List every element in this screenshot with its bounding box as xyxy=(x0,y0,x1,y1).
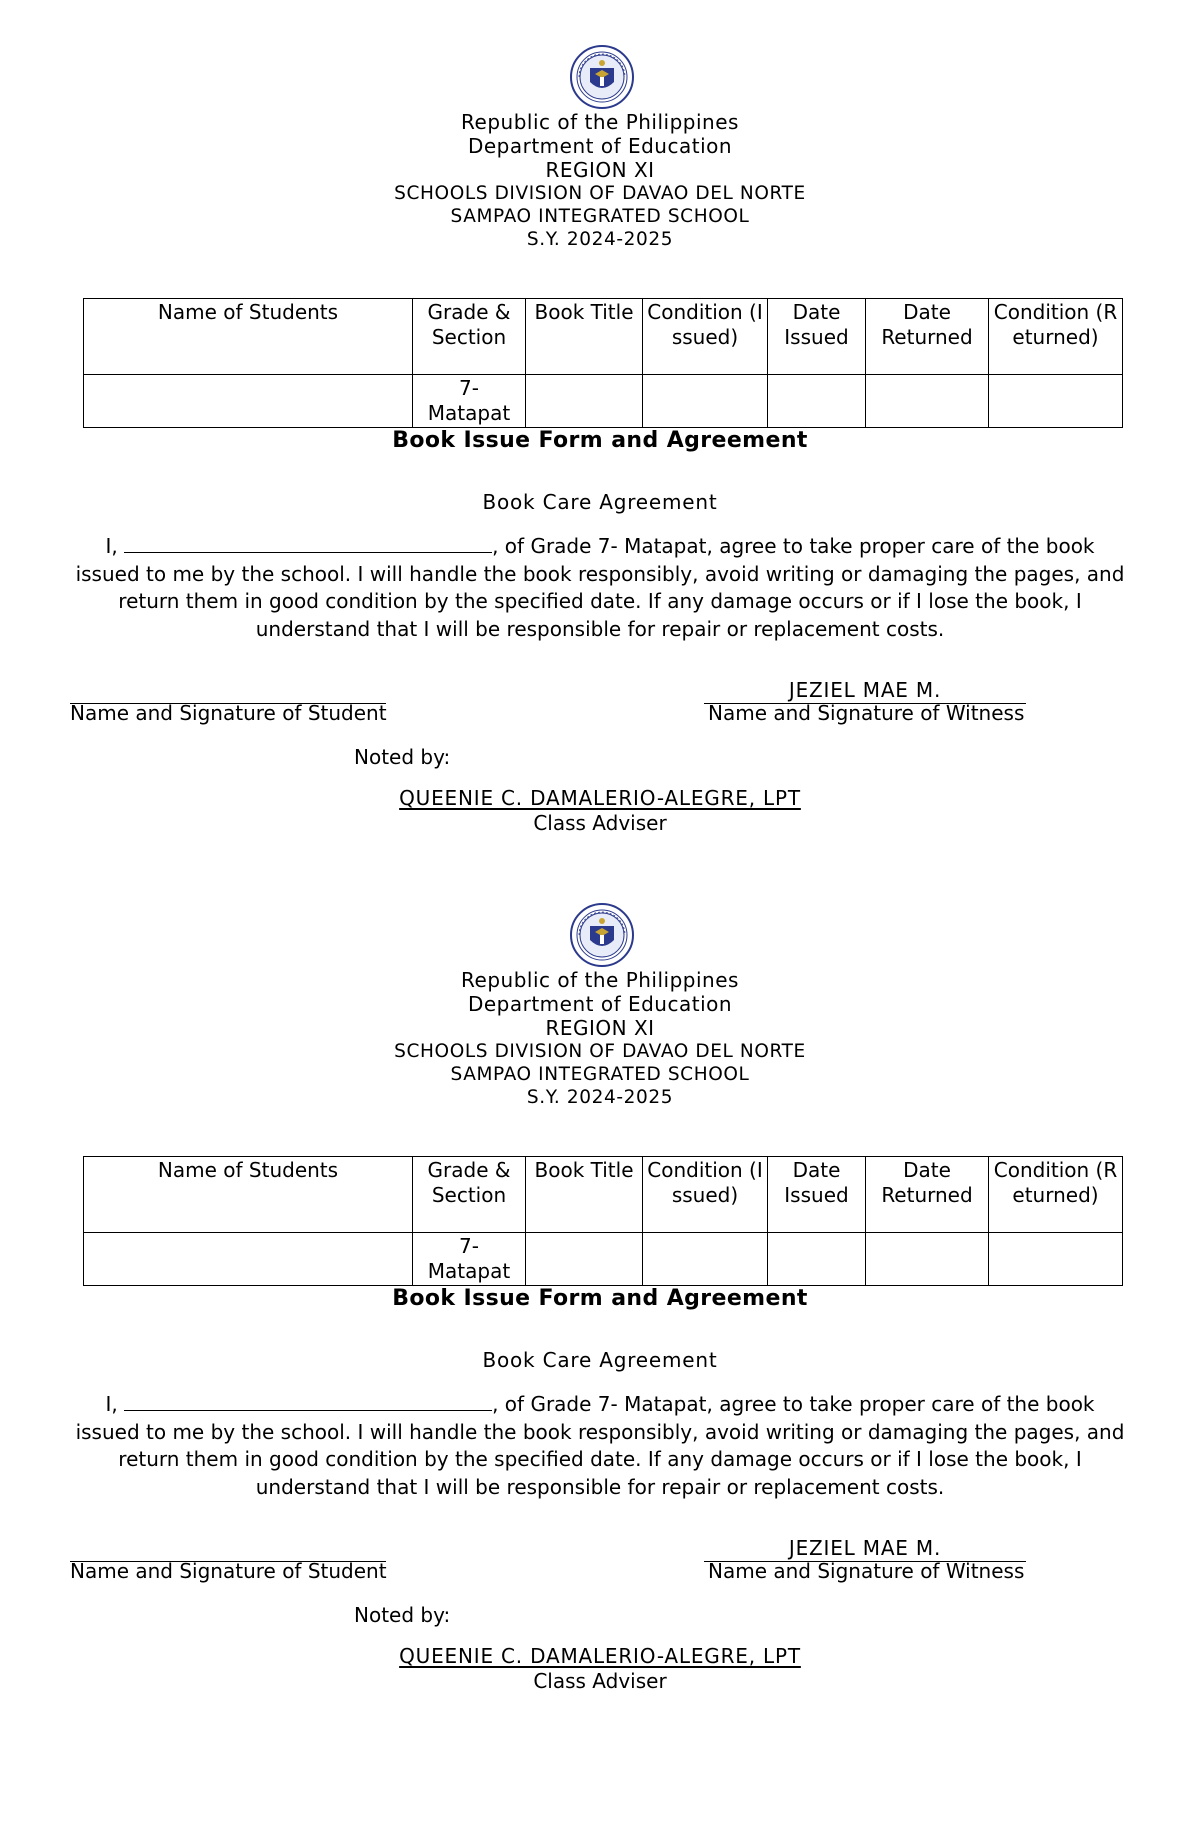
column-header: Book Title xyxy=(526,1157,643,1233)
book-issue-form-2 xyxy=(0,858,1200,1718)
student-signature-label: Name and Signature of Student xyxy=(70,1559,387,1583)
student-name-blank[interactable] xyxy=(124,532,492,553)
witness-signature-label: Name and Signature of Witness xyxy=(708,1559,1025,1583)
agreement-subtitle: Book Care Agreement xyxy=(482,1348,718,1372)
agreement-prefix: I, xyxy=(105,534,118,558)
student-signature-label: Name and Signature of Student xyxy=(70,701,387,725)
header-line: Republic of the Philippines xyxy=(461,968,739,992)
table-cell[interactable] xyxy=(84,1233,413,1286)
form-title: Book Issue Form and Agreement xyxy=(392,428,808,453)
table-cell[interactable]: 7- Matapat xyxy=(413,375,526,428)
table-cell[interactable] xyxy=(989,1233,1123,1286)
header xyxy=(0,968,1200,1109)
adviser-role: Class Adviser xyxy=(533,1669,667,1693)
header-line: Republic of the Philippines xyxy=(461,110,739,134)
column-header: Date Returned xyxy=(866,299,989,375)
column-header: Book Title xyxy=(526,299,643,375)
table-cell[interactable] xyxy=(84,375,413,428)
witness-signature-label: Name and Signature of Witness xyxy=(708,701,1025,725)
agreement-text xyxy=(74,532,1126,643)
agreement-prefix: I, xyxy=(105,1392,118,1416)
table-cell[interactable] xyxy=(768,1233,866,1286)
adviser-name xyxy=(0,786,1200,810)
header-line: SCHOOLS DIVISION OF DAVAO DEL NORTE xyxy=(394,1041,806,1062)
adviser-name-text: QUEENIE C. DAMALERIO-ALEGRE, LPT xyxy=(399,786,801,810)
header-line: Department of Education xyxy=(467,992,733,1016)
noted-by-label: Noted by: xyxy=(354,1603,451,1627)
column-header: Name of Students xyxy=(84,299,413,375)
table-cell[interactable] xyxy=(643,375,768,428)
table-cell[interactable] xyxy=(768,375,866,428)
adviser-name-text: QUEENIE C. DAMALERIO-ALEGRE, LPT xyxy=(399,1644,801,1668)
header-line: S.Y. 2024-2025 xyxy=(526,229,674,250)
book-table xyxy=(83,298,1123,428)
column-header: Condition (Returned) xyxy=(989,299,1123,375)
header-line: REGION XI xyxy=(545,1016,655,1040)
agreement-subtitle: Book Care Agreement xyxy=(482,490,718,514)
header xyxy=(0,110,1200,251)
header-line: S.Y. 2024-2025 xyxy=(526,1087,674,1108)
header-line: SCHOOLS DIVISION OF DAVAO DEL NORTE xyxy=(394,183,806,204)
header-line: REGION XI xyxy=(545,158,655,182)
column-header: Date Returned xyxy=(866,1157,989,1233)
column-header: Name of Students xyxy=(84,1157,413,1233)
agreement-body: , of Grade 7- Matapat, agree to take proper care of the book issued to me by the school. I will handle the book responsibly, avoid writing or damaging the pages, and return them in good condition by the specified date. If any damage occurs or if I lose the book, I understand that I will be responsible for repair or replacement costs. xyxy=(75,1392,1125,1499)
column-header: Date Issued xyxy=(768,299,866,375)
witness-name: JEZIEL MAE M. xyxy=(788,678,942,702)
column-header: Condition (Returned) xyxy=(989,1157,1123,1233)
table-header-row xyxy=(84,1157,1123,1233)
witness-name: JEZIEL MAE M. xyxy=(788,1536,942,1560)
table-cell[interactable] xyxy=(866,1233,989,1286)
table-cell[interactable] xyxy=(526,375,643,428)
table-cell[interactable] xyxy=(526,1233,643,1286)
table-cell[interactable] xyxy=(989,375,1123,428)
book-issue-form-1 xyxy=(0,0,1200,860)
noted-by-label: Noted by: xyxy=(354,745,451,769)
table-header-row xyxy=(84,299,1123,375)
header-line: Department of Education xyxy=(467,134,733,158)
column-header: Grade & Section xyxy=(413,299,526,375)
table-cell[interactable] xyxy=(866,375,989,428)
adviser-role: Class Adviser xyxy=(533,811,667,835)
adviser-name xyxy=(0,1644,1200,1668)
column-header: Grade & Section xyxy=(413,1157,526,1233)
book-table xyxy=(83,1156,1123,1286)
agreement-body: , of Grade 7- Matapat, agree to take proper care of the book issued to me by the school. I will handle the book responsibly, avoid writing or damaging the pages, and return them in good condition by the specified date. If any damage occurs or if I lose the book, I understand that I will be responsible for repair or replacement costs. xyxy=(75,534,1125,641)
header-line: SAMPAO INTEGRATED SCHOOL xyxy=(450,206,750,227)
table-cell[interactable]: 7- Matapat xyxy=(413,1233,526,1286)
student-name-blank[interactable] xyxy=(124,1390,492,1411)
table-row xyxy=(84,375,1123,428)
table-cell[interactable] xyxy=(643,1233,768,1286)
deped-seal-icon xyxy=(569,44,635,110)
table-row xyxy=(84,1233,1123,1286)
deped-seal-icon xyxy=(569,902,635,968)
header-line: SAMPAO INTEGRATED SCHOOL xyxy=(450,1064,750,1085)
agreement-text xyxy=(74,1390,1126,1501)
column-header: Date Issued xyxy=(768,1157,866,1233)
form-title: Book Issue Form and Agreement xyxy=(392,1286,808,1311)
column-header: Condition (Issued) xyxy=(643,299,768,375)
column-header: Condition (Issued) xyxy=(643,1157,768,1233)
